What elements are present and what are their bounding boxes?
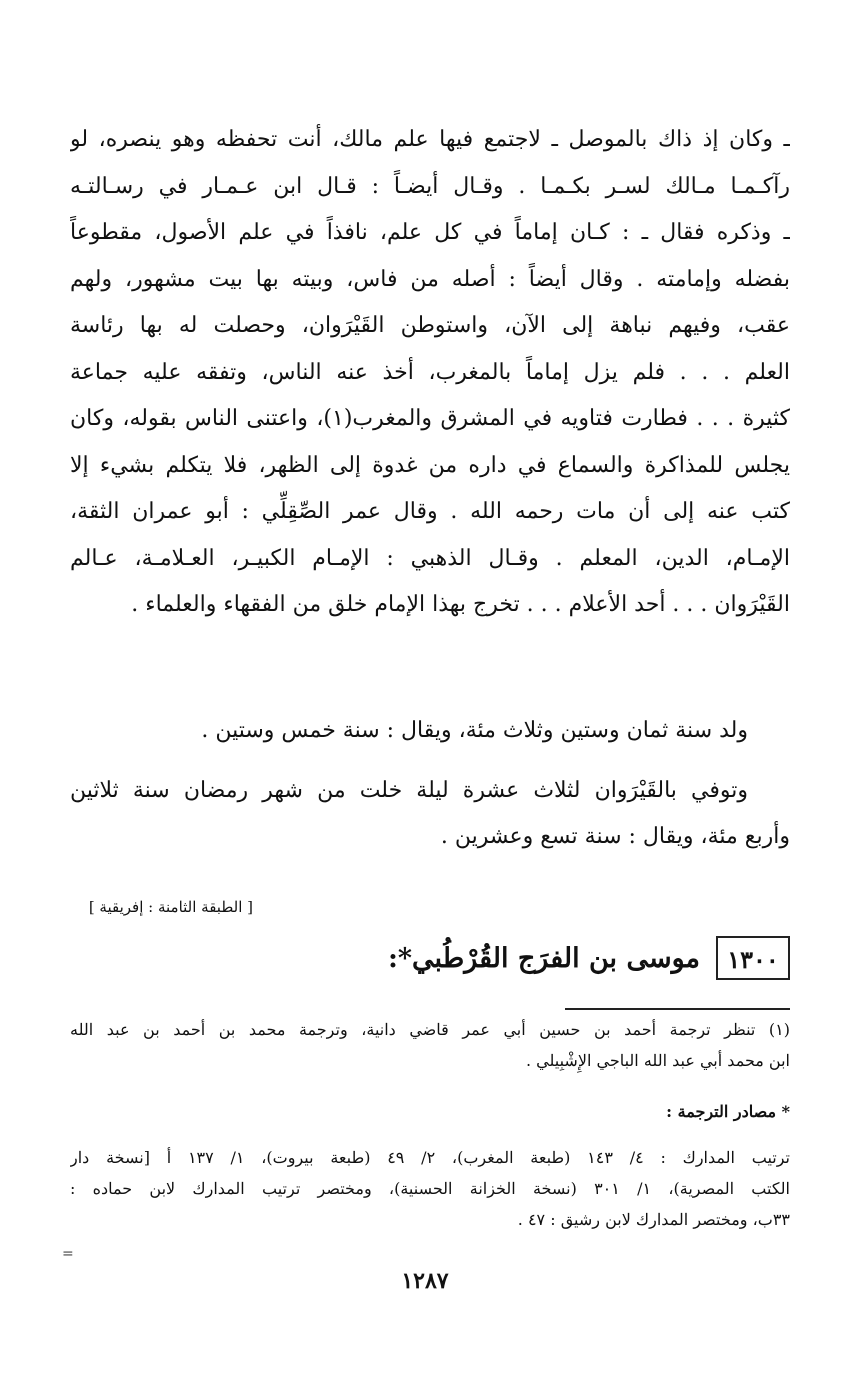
text-line: يجلس للمذاكرة والسماع في داره من غدوة إلى الظهر، فلا يتكلم بشيء إلا (70, 452, 790, 478)
footnote-separator (565, 1008, 790, 1010)
source-line: ٣٣ب، ومختصر المدارك لابن رشيق : ٤٧ . (517, 1210, 790, 1229)
footnote-line: ابن محمد أبي عبد الله الباجي الإِشْبِيلي . (525, 1051, 790, 1070)
death-paragraph (70, 768, 790, 860)
sources-list (70, 1142, 790, 1235)
text-line: وتوفي بالقَيْرَوان لثلاث عشرة ليلة خلت من شهر رمضان سنة ثلاثين (70, 778, 748, 803)
page-number: ١٢٨٧ (401, 1268, 449, 1294)
text-line: وأربع مئة، ويقال : سنة تسع وعشرين . (440, 824, 790, 849)
text-line: بفضله وإمامته . وقال أيضاً : أصله من فاس، وبيته بها بيت مشهور، ولهم (70, 266, 790, 292)
text-line: العلم . . . فلم يزل إماماً بالمغرب، أخذ عنه الناس، وتفقه عليه جماعة (70, 359, 790, 385)
birth-paragraph (70, 708, 790, 754)
text-line: ـ وذكره فقال ـ : كـان إماماً في كل علم، نافذاً في علم الأصول، مقطوعاً (70, 220, 790, 245)
text-line: القَيْرَوان . . . أحد الأعلام . . . تخرج بهذا الإمام خلق من الفقهاء والعلماء . (131, 592, 790, 617)
footnote-1 (70, 1014, 790, 1076)
source-line: ترتيب المدارك : ٤/ ١٤٣ (طبعة المغرب)، ٢/ ٤٩ (طبعة بيروت)، ١/ ١٣٧ أ [نسخة دار (70, 1148, 790, 1167)
source-line: الكتب المصرية)، ١/ ٣٠١ (نسخة الخزانة الحسنية)، ومختصر ترتيب المدارك لابن حماده : (70, 1179, 790, 1198)
entry-title: موسى بن الفرَج القُرْطُبي*: (387, 942, 700, 974)
entry-heading (388, 936, 790, 980)
margin-mark: = (62, 1246, 74, 1262)
text-line: ـ وكان إذ ذاك بالموصل ـ لاجتمع فيها علم مالك، أنت تحفظه وهو ينصره، لو (70, 127, 790, 152)
text-line: كتب عنه إلى أن مات رحمه الله . وقال عمر الصِّقِلِّي : أبو عمران الثقة، (70, 499, 790, 524)
text-line: عقب، وفيهم نباهة إلى الآن، واستوطن القَيْرَوان، وحصلت له بها رئاسة (70, 313, 790, 338)
sources-heading: * مصادر الترجمة : (666, 1102, 790, 1121)
text-line: ولد سنة ثمان وستين وثلاث مئة، ويقال : سنة خمس وستين . (201, 718, 748, 743)
sources-heading-block (70, 1096, 790, 1127)
footnote-line: (١) تنظر ترجمة أحمد بن حسين أبي عمر قاضي دانية، وترجمة محمد بن أحمد بن عبد الله (70, 1020, 790, 1039)
text-line: رآكـمـا مـالك لسـر بكـمـا . وقـال أيضـاً : قـال ابن عـمـار في رسـالتـه (70, 173, 790, 199)
main-text-block (70, 117, 790, 629)
text-line: كثيرة . . . فطارت فتاويه في المشرق والمغرب(١)، واعتنى الناس بقوله، وكان (70, 406, 790, 431)
tabaqa-label: [ الطبقة الثامنة : إفريقية ] (88, 898, 253, 916)
text-line: الإمـام، الدين، المعلم . وقـال الذهبي : الإمـام الكبيـر، العـلامـة، عـالم (70, 545, 790, 571)
entry-number: ١٣٠٠ (716, 936, 790, 980)
